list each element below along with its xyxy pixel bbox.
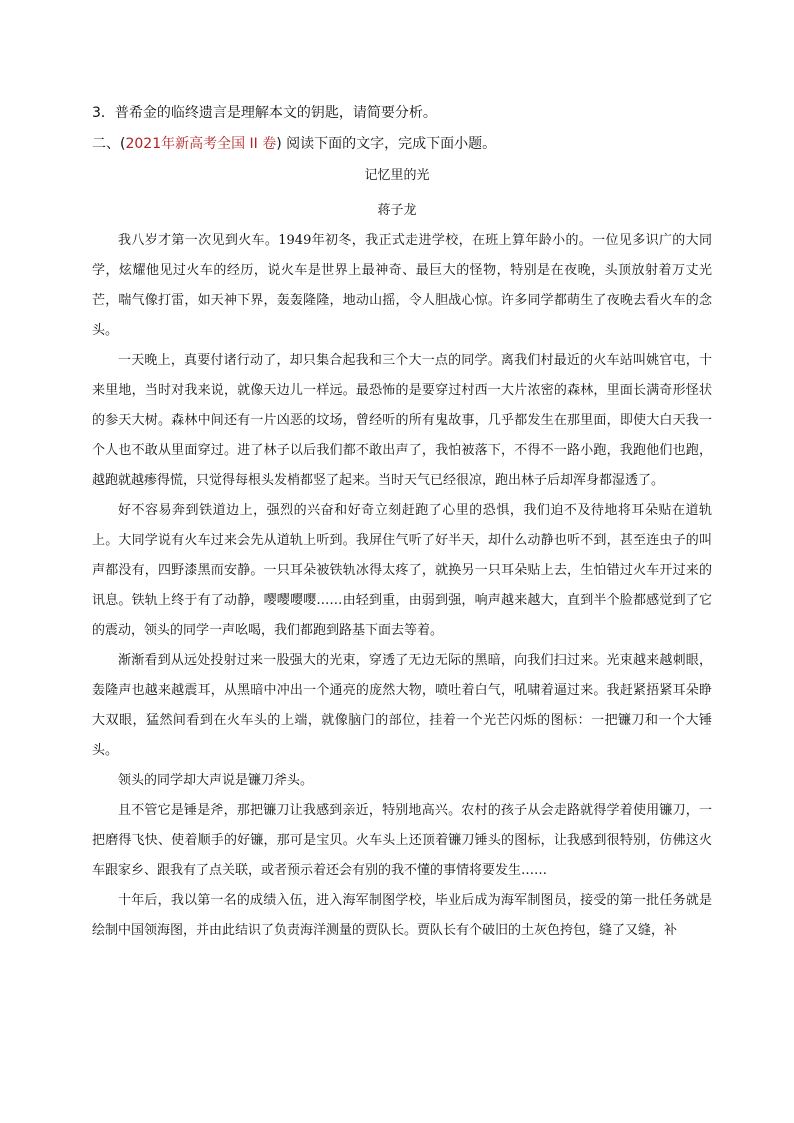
article-body: [92, 226, 712, 946]
paragraph: 领头的同学却大声说是镰刀斧头。: [118, 773, 314, 788]
paragraph: 好不容易奔到铁道边上，强烈的兴奋和好奇立刻赶跑了心里的恐惧，我们迫不及待地将耳朵贴在道轨上。大同学说有火车过来会先从道轨上听到。我屏住气听了好半天，却什么动静也听不到，甚至连虫子的叫声都没有，四野漆黑而安静。一只耳朵被铁轨冰得太疼了，就换另一只耳朵贴上去，生怕错过火车开过来的讯息。铁轨上终于有了动静，嘤嘤嘤嘤……由轻到重，由弱到强，响声越来越大，直到半个脸都感觉到了它的震动，领头的同学一声吆喝，我们都跑到路基下面去等着。: [92, 503, 712, 638]
paragraph: 十年后，我以第一名的成绩入伍，进入海军制图学校，毕业后成为海军制图员，接受的第一批任务就是绘制中国领海图，并由此结识了负责海洋测量的贾队长。贾队长有个破旧的土灰色挎包，缝了又缝，补: [92, 893, 712, 938]
section-suffix: ) 阅读下面的文字，完成下面小题。: [276, 136, 497, 152]
article-title: 记忆里的光: [364, 168, 430, 183]
article-author: 蒋子龙: [377, 203, 417, 218]
paragraph: 我八岁才第一次见到火车。1949年初冬，我正式走进学校，在班上算年龄小的。一位见多识广的大同学，炫耀他见过火车的经历，说火车是世界上最神奇、最巨大的怪物，特别是在夜晚，头顶放射着万丈光芒，喘气像打雷，如天神下界，轰轰隆隆，地动山摇，令人胆战心惊。许多同学都萌生了夜晚去看火车的念头。: [92, 233, 712, 338]
exam-source: 2021年新高考全国 II 卷: [125, 136, 277, 152]
paragraph: 且不管它是锤是斧，那把镰刀让我感到亲近，特别地高兴。农村的孩子从会走路就得学着使用镰刀，一把磨得飞快、使着顺手的好镰，那可是宝贝。火车头上还顶着镰刀锤头的图标，让我感到很特别，仿佛这火车跟家乡、跟我有了点关联，或者预示着还会有别的我不懂的事情将要发生……: [92, 803, 712, 878]
section-prefix: 二、(: [92, 136, 126, 152]
question-3: 3．普希金的临终遗言是理解本文的钥匙，请简要分析。: [92, 105, 437, 121]
paragraph: 一天晚上，真要付诸行动了，却只集合起我和三个大一点的同学。离我们村最近的火车站叫姚官屯，十来里地，当时对我来说，就像天边儿一样远。最恐怖的是要穿过村西一大片浓密的森林，里面长满奇形怪状的参天大树。森林中间还有一片凶恶的坟场，曾经听的所有鬼故事，几乎都发生在那里面，即使大白天我一个人也不敢从里面穿过。进了林子以后我们都不敢出声了，我怕被落下，不得不一路小跑，我跑他们也跑，越跑就越瘆得慌，只觉得每根头发梢都竖了起来。当时天气已经很凉，跑出林子后却浑身都湿透了。: [92, 353, 712, 488]
paragraph: 渐渐看到从远处投射过来一股强大的光束，穿透了无边无际的黑暗，向我们扫过来。光束越来越刺眼，轰隆声也越来越震耳，从黑暗中冲出一个通亮的庞然大物，喷吐着白气，吼啸着逼过来。我赶紧捂紧耳朵睁大双眼，猛然间看到在火车头的上端，就像脑门的部位，挂着一个光芒闪烁的图标：一把镰刀和一个大锤头。: [92, 653, 712, 758]
section-heading: [92, 133, 496, 153]
